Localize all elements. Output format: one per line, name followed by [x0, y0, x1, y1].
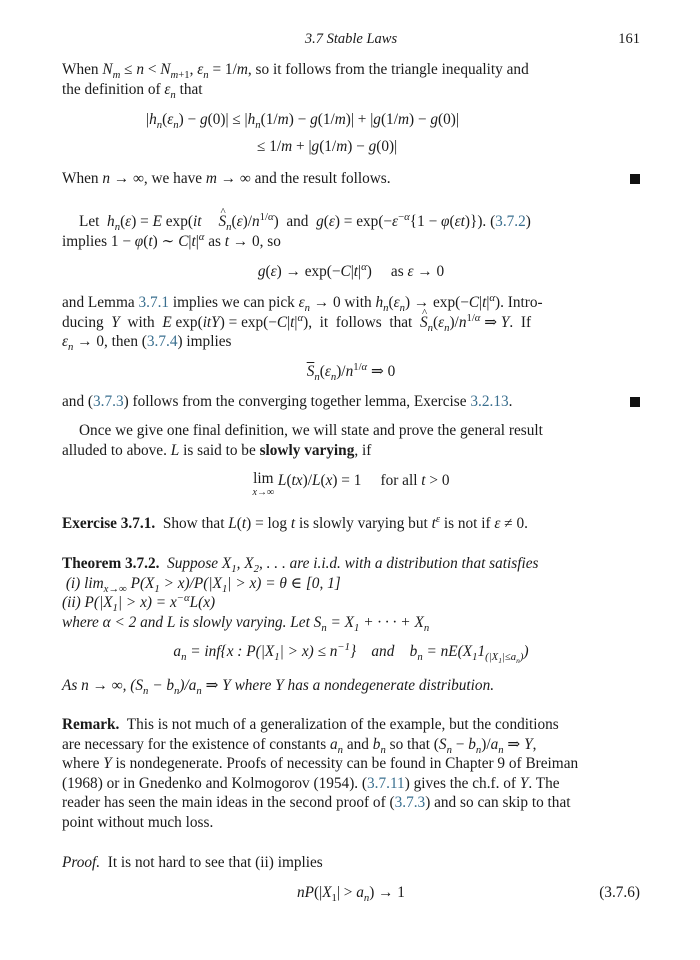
text-line: alluded to above. L is said to be slowly varying, if	[62, 441, 372, 459]
theorem-label: Theorem 3.7.2.	[62, 555, 160, 572]
equation-an-bn: $a_n = inf\{x$ : $P(|X_1| > x) \le n^{-1}$} and $b_n = nE(X_11_{(|X_1|\le a_n)})$	[173, 640, 529, 666]
exercise-ref-link[interactable]: 3.2.13	[470, 393, 509, 410]
text-line: (1968) or in Gnedenko and Kolmogorov (1954). (3.7.11) gives the ch.f. of Y. The	[62, 774, 560, 792]
equation-sbar-limit: $\overline{S}_n(\varepsilon_n)/n^{1/\alpha}$ ⇒ 0	[306, 360, 396, 384]
proof-label: Proof.	[62, 854, 101, 871]
text-line: implies 1 − φ(t) ∼ $C|t|^\alpha$ as t → 0, so	[62, 230, 281, 250]
paragraph-result-follows	[62, 169, 640, 189]
equation-g-limit: $g(\varepsilon) \to \exp(-C|t|^\alpha)$ as ε → 0	[257, 260, 445, 280]
theorem-conclusion	[62, 676, 640, 696]
remark-paragraph	[62, 715, 640, 832]
text-line	[62, 853, 640, 873]
equation-slowly-varying: lim x→∞ L(tx)/L(x) = 1 for all t > 0	[252, 470, 450, 498]
text-line: When n → ∞, we have m → ∞ and the result follows.	[62, 170, 391, 187]
text-line: are necessary for the existence of constants $a_n$ and $b_n$ so that $(S_n - b_n)/a_n$ ⇒ Y,	[62, 735, 537, 756]
text-line: ducing Y with E $\exp(itY) = \exp(-C|t|^\alpha)$, it follows that ^ $S_n(\varepsilon_n)/n^{1/\alpha}$ ⇒ Y. If	[62, 313, 640, 333]
exercise-label: Exercise 3.7.1.	[62, 515, 156, 532]
paragraph-converging-together	[62, 392, 640, 412]
qed-square-icon	[630, 397, 640, 407]
lim-subscript: x→∞	[252, 487, 275, 498]
text-line: (ii) $P(|X_1| > x) = x^{-\alpha}L(x)$	[62, 591, 216, 615]
equation-number: (3.7.6)	[599, 884, 640, 901]
text-line: Theorem 3.7.2. Suppose $X_1$, $X_2$, . . . are i.i.d. with a distribution that satisfies	[62, 555, 539, 576]
equation-triangle-inequality: $|h_n(\varepsilon_n) - g(0)| \le |h_n(1/m) - g(1/m)| + |g(1/m) - g(0)|$	[146, 111, 459, 132]
text-line: Exercise 3.7.1. Show that L(t) = log t is slowly varying but $t^\varepsilon$ is not if ε ≠ 0.	[62, 512, 528, 532]
equation-ref-link[interactable]: 3.7.4	[146, 333, 178, 350]
text-line: where Y is nondegenerate. Proofs of necessity can be found in Chapter 9 of Breiman	[62, 755, 579, 772]
exercise-3-7-1	[62, 514, 640, 534]
text-line: Once we give one final definition, we will state and prove the general result	[79, 422, 543, 439]
lemma-ref-link[interactable]: 3.7.1	[138, 294, 170, 311]
text-line: $\varepsilon_n \to 0$, then (3.7.4) implies	[62, 333, 232, 354]
remark-label: Remark.	[62, 716, 120, 733]
proof-text: It is not hard to see that (ii) implies	[107, 854, 323, 871]
text-line: Remark. This is not much of a generalization of the example, but the conditions	[62, 716, 559, 733]
text-line: where α < 2 and L is slowly varying. Let $S_n = X_1$ + · · · + $X_n$	[62, 613, 430, 634]
text-line: and (3.7.3) follows from the converging together lemma, Exercise 3.2.13.	[62, 393, 513, 410]
defined-term: slowly varying	[259, 441, 355, 459]
text-line: reader has seen the main ideas in the second proof of (3.7.3) and so can skip to that	[62, 794, 571, 811]
page-number: 161	[618, 31, 640, 47]
equation-ref-link[interactable]: 3.7.2	[495, 213, 526, 230]
text-line: When $N_m \le n < N_{m+1}$, $\varepsilon_n = 1/m$, so it follows from the triangle inequality and	[62, 61, 529, 82]
text-line: (i) $\lim_{x\to\infty} P(X_1 > x)/P(|X_1| > x) = \theta$ ∈ [0, 1]	[62, 574, 341, 595]
paragraph-let-hn	[62, 212, 640, 251]
running-header	[62, 31, 640, 51]
qed-square-icon	[630, 174, 640, 184]
text-line: the definition of $\varepsilon_n$ that	[62, 80, 203, 101]
paragraph-lemma-application	[62, 293, 640, 352]
equation-ref-link[interactable]: 3.7.3	[93, 393, 124, 410]
text-line: As n → ∞, $(S_n - b_n)/a_n$ ⇒ Y where Y has a nondegenerate distribution.	[62, 677, 495, 698]
text-line: point without much loss.	[62, 813, 214, 831]
proof-paragraph	[62, 853, 640, 873]
lim-operator: lim	[253, 470, 274, 487]
section-title: 3.7 Stable Laws	[304, 31, 398, 47]
text-line: Let $h_n(\varepsilon) = E$ exp(it ^ $S_n(\varepsilon)/n^{1/\alpha}$) and $g(\varepsilon) = \exp(-\varepsilon^{-\alpha}\{1 - \varphi(\varepsilon t)\})$. (3.7.2)	[62, 212, 640, 232]
equation-3-7-6: $nP(|X_1| > a_n) \to 1$ (3.7.6)	[297, 884, 640, 905]
paragraph-definition	[62, 421, 640, 460]
equation-ref-link[interactable]: 3.7.11	[367, 774, 405, 792]
equation-ref-link[interactable]: 3.7.3	[394, 794, 426, 811]
equation-bound: ≤ 1/m + |g(1/m) − g(0)|	[257, 138, 398, 155]
text-line: and Lemma 3.7.1 implies we can pick $\varepsilon_n \to 0$ with $h_n(\varepsilon_n) \to \exp(-C|t|^\alpha)$. Intro-	[62, 291, 543, 315]
paragraph-proof-continuation	[62, 60, 640, 99]
theorem-3-7-2	[62, 554, 640, 632]
